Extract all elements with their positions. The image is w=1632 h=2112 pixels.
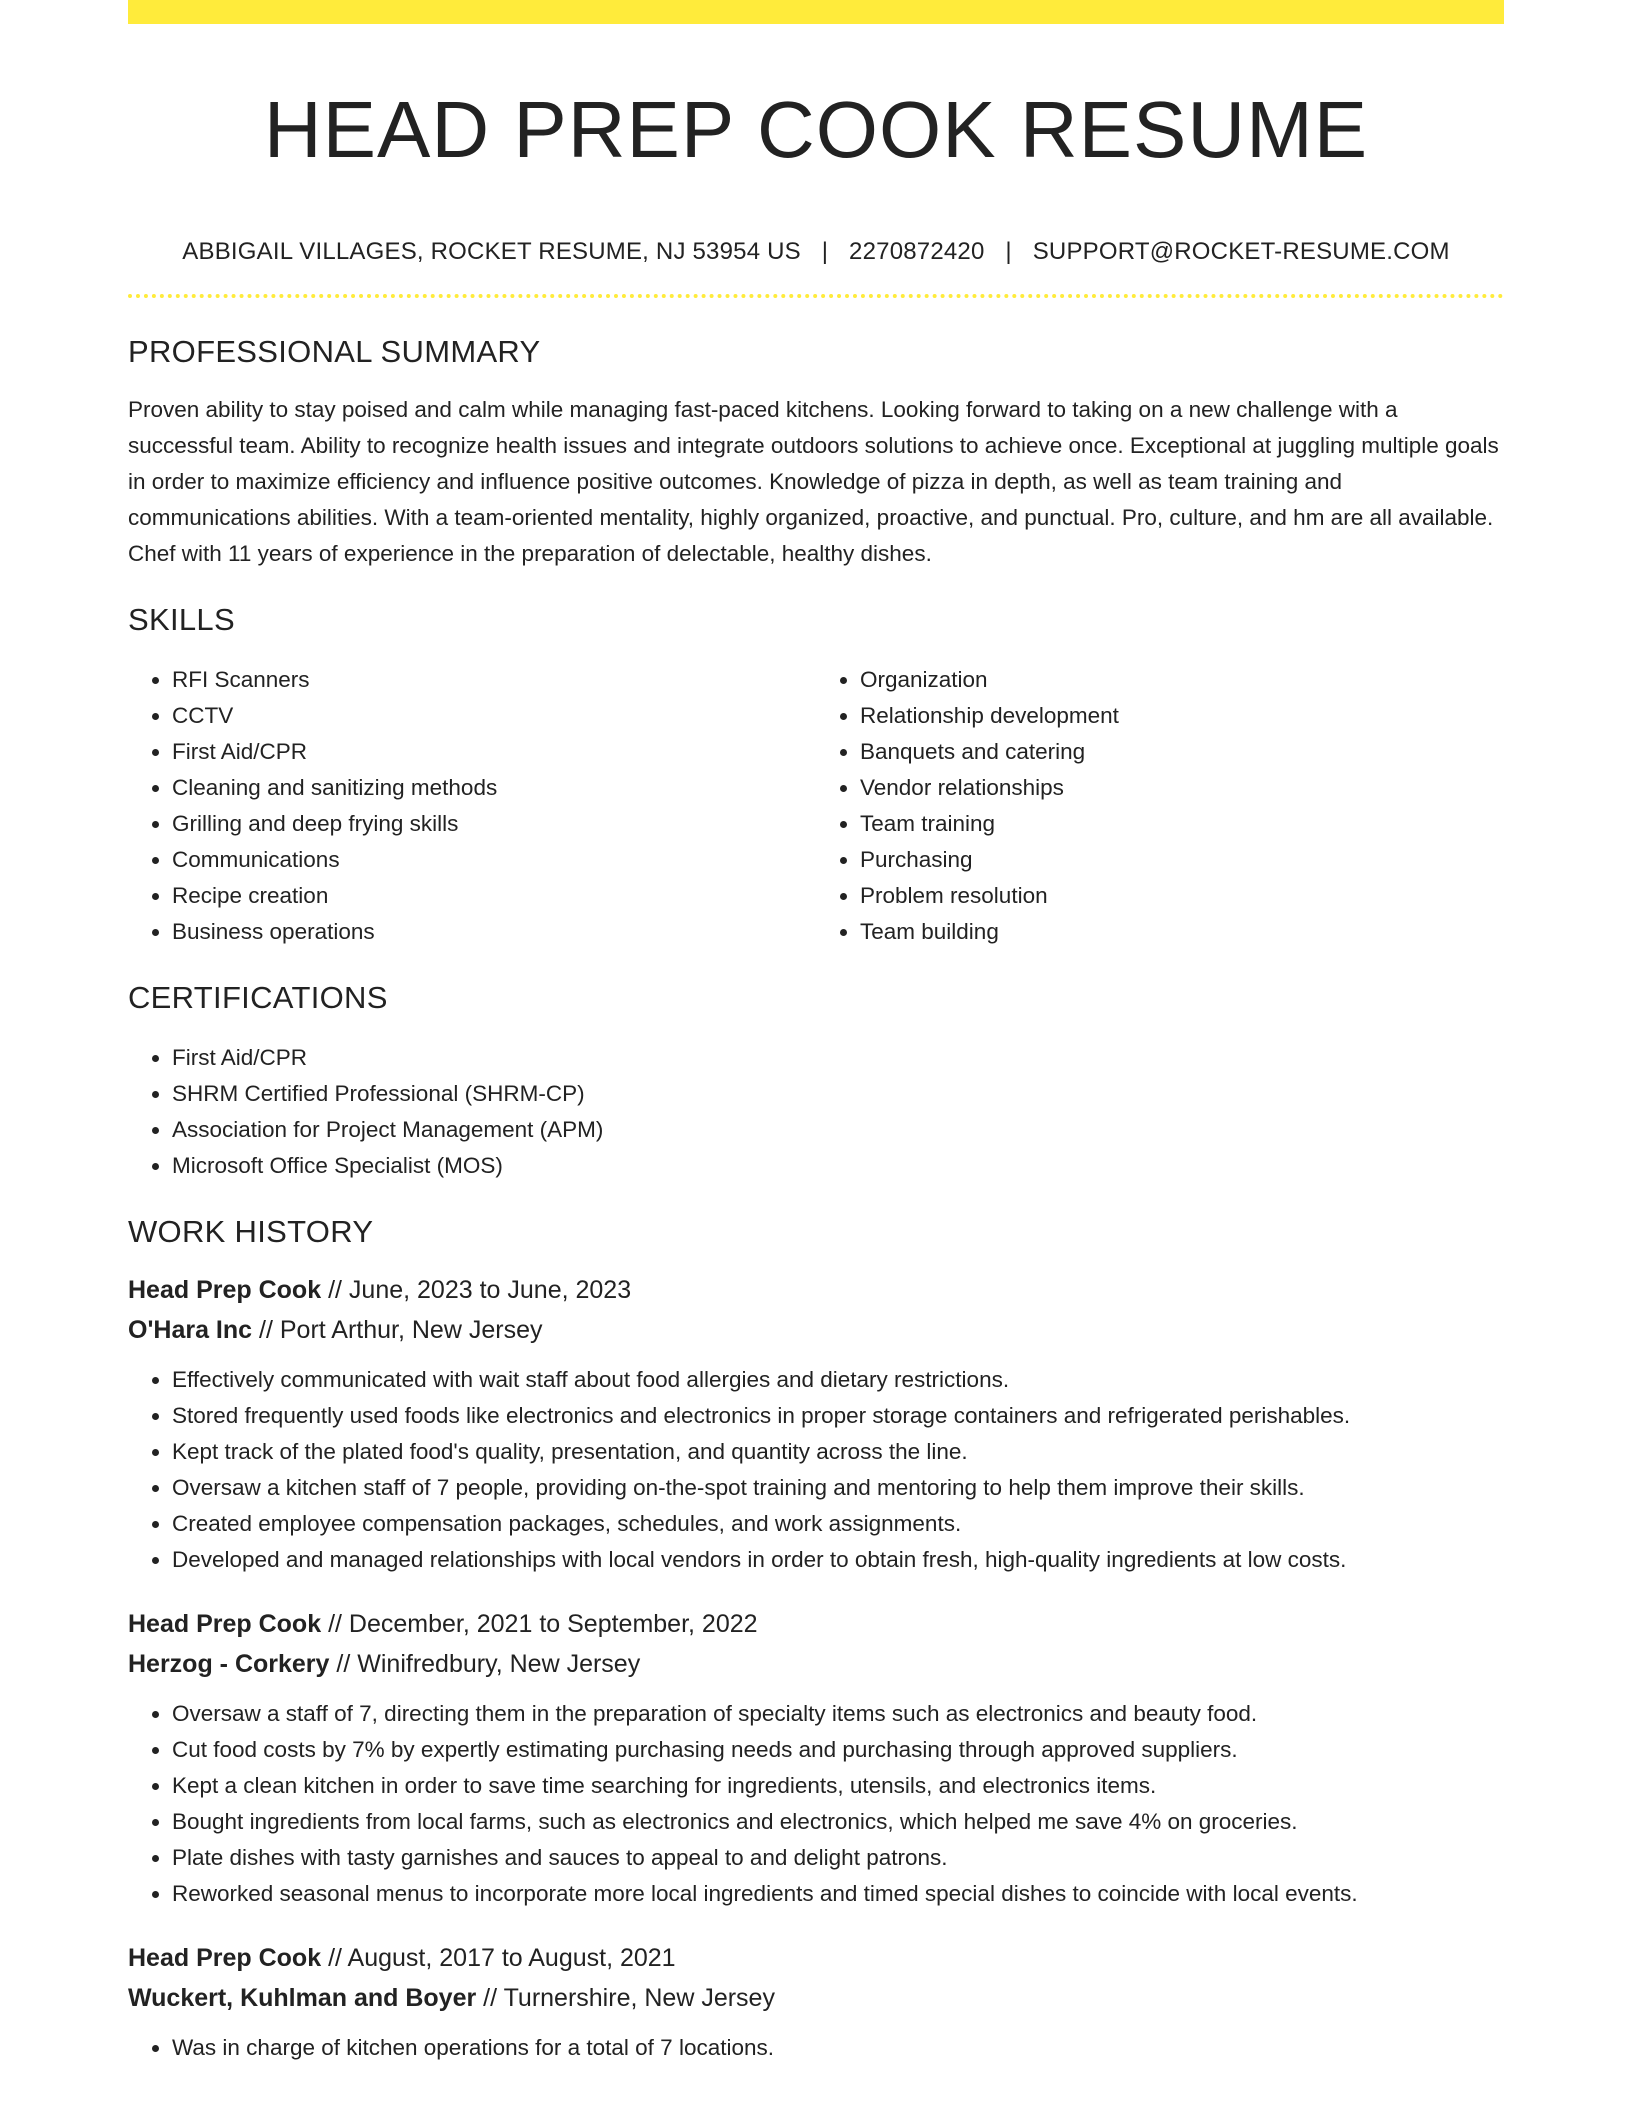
resume-title: HEAD PREP COOK RESUME [263, 85, 1369, 174]
job-company-line [128, 1310, 1504, 1350]
contact-email: SUPPORT@ROCKET-RESUME.COM [1032, 238, 1450, 265]
contact-separator: | [821, 238, 829, 265]
certification-item: • Association for Project Management (APM) [172, 1112, 1504, 1148]
job-company: O'Hara Inc [128, 1316, 253, 1344]
top-accent-bar [128, 0, 1504, 24]
duty-item: • Bought ingredients from local farms, such as electronics and electronics, which helped me save 4% on groceries. [172, 1804, 1504, 1840]
summary-text: Proven ability to stay poised and calm while managing fast-paced kitchens. Looking forward to taking on a new challenge with a successful team. Ability to recognize health issues and integrate outdoors solutions to achieve once. Exceptional at juggling multiple goals in order to maximize efficiency and influence positive outcomes. Knowledge of pizza in depth, as well as team training and communications abilities. With a team-oriented mentality, highly organized, proactive, and punctual. Pro, culture, and hm are all available. Chef with 11 years of experience in the preparation of delectable, healthy dishes. [128, 397, 1499, 566]
skill-item: • Team training [860, 806, 1504, 842]
job-company: Wuckert, Kuhlman and Boyer [128, 1984, 477, 2012]
job-duties-list [128, 2030, 1504, 2066]
skill-item: • Recipe creation [172, 878, 816, 914]
duty-item: • Oversaw a kitchen staff of 7 people, providing on-the-spot training and mentoring to help them improve their skills. [172, 1470, 1504, 1506]
summary-heading: PROFESSIONAL SUMMARY [128, 334, 541, 369]
job-separator: // [259, 1316, 273, 1344]
job-separator: // [336, 1650, 351, 1678]
certification-item: • SHRM Certified Professional (SHRM-CP) [172, 1076, 1504, 1112]
job-company-line [128, 1978, 1504, 2018]
duty-item: • Oversaw a staff of 7, directing them in the preparation of specialty items such as electronics and beauty food. [172, 1696, 1504, 1732]
job-role-line [128, 1604, 1504, 1644]
contact-address: ABBIGAIL VILLAGES, ROCKET RESUME, NJ 53954 US [182, 238, 801, 265]
skill-item: • RFI Scanners [172, 662, 816, 698]
job-dates: June, 2023 to June, 2023 [348, 1276, 632, 1304]
job-company-line [128, 1644, 1504, 1684]
dotted-divider [128, 294, 1504, 298]
job-separator: // [328, 1944, 342, 1972]
job-role: Head Prep Cook [128, 1944, 322, 1972]
skill-item: • Banquets and catering [860, 734, 1504, 770]
skill-item: • CCTV [172, 698, 816, 734]
skill-item: • Vendor relationships [860, 770, 1504, 806]
skill-item: • Team building [860, 914, 1504, 950]
certifications-heading: CERTIFICATIONS [128, 980, 388, 1015]
job-separator: // [483, 1984, 498, 2012]
duty-item: • Developed and managed relationships with local vendors in order to obtain fresh, high-quality ingredients at low costs. [172, 1542, 1504, 1578]
duty-item: • Reworked seasonal menus to incorporate more local ingredients and timed special dishes to coincide with local events. [172, 1876, 1504, 1912]
skills-column-left [128, 662, 816, 950]
skill-item: • Purchasing [860, 842, 1504, 878]
duty-item: • Cut food costs by 7% by expertly estimating purchasing needs and purchasing through approved suppliers. [172, 1732, 1504, 1768]
job-role: Head Prep Cook [128, 1610, 322, 1638]
contact-line [128, 236, 1504, 268]
job-separator: // [328, 1610, 342, 1638]
duty-item: • Kept track of the plated food's quality, presentation, and quantity across the line. [172, 1434, 1504, 1470]
job-separator: // [328, 1276, 342, 1304]
job-location: Turnershire, New Jersey [503, 1984, 775, 2012]
duty-item: • Effectively communicated with wait staff about food allergies and dietary restrictions. [172, 1362, 1504, 1398]
skills-heading: SKILLS [128, 602, 235, 637]
contact-phone: 2270872420 [849, 238, 985, 265]
job-dates: August, 2017 to August, 2021 [347, 1944, 676, 1972]
job-role-line [128, 1270, 1504, 1310]
resume-page [128, 0, 1504, 2066]
duty-item: • Was in charge of kitchen operations for a total of 7 locations. [172, 2030, 1504, 2066]
skill-item: • Communications [172, 842, 816, 878]
job-location: Port Arthur, New Jersey [279, 1316, 543, 1344]
skills-list [128, 662, 1504, 950]
duty-item: • Plate dishes with tasty garnishes and sauces to appeal to and delight patrons. [172, 1840, 1504, 1876]
skill-item: • Business operations [172, 914, 816, 950]
skill-item: • First Aid/CPR [172, 734, 816, 770]
skill-item: • Cleaning and sanitizing methods [172, 770, 816, 806]
skills-column-right [816, 662, 1504, 950]
job-role-line [128, 1938, 1504, 1978]
work-history-heading: WORK HISTORY [128, 1214, 374, 1249]
duty-item: • Kept a clean kitchen in order to save time searching for ingredients, utensils, and electronics items. [172, 1768, 1504, 1804]
job-duties-list [128, 1696, 1504, 1912]
job-location: Winifredbury, New Jersey [357, 1650, 641, 1678]
certifications-list [128, 1040, 1504, 1184]
skill-item: • Relationship development [860, 698, 1504, 734]
contact-separator: | [1005, 238, 1012, 265]
job-role: Head Prep Cook [128, 1276, 322, 1304]
duty-item: • Stored frequently used foods like electronics and electronics in proper storage containers and refrigerated perishables. [172, 1398, 1504, 1434]
duty-item: • Created employee compensation packages, schedules, and work assignments. [172, 1506, 1504, 1542]
job-dates: December, 2021 to September, 2022 [348, 1610, 758, 1638]
certification-item: • First Aid/CPR [172, 1040, 1504, 1076]
skill-item: • Organization [860, 662, 1504, 698]
skill-item: • Problem resolution [860, 878, 1504, 914]
job-duties-list [128, 1362, 1504, 1578]
job-company: Herzog - Corkery [128, 1650, 330, 1678]
skill-item: • Grilling and deep frying skills [172, 806, 816, 842]
certification-item: • Microsoft Office Specialist (MOS) [172, 1148, 1504, 1184]
